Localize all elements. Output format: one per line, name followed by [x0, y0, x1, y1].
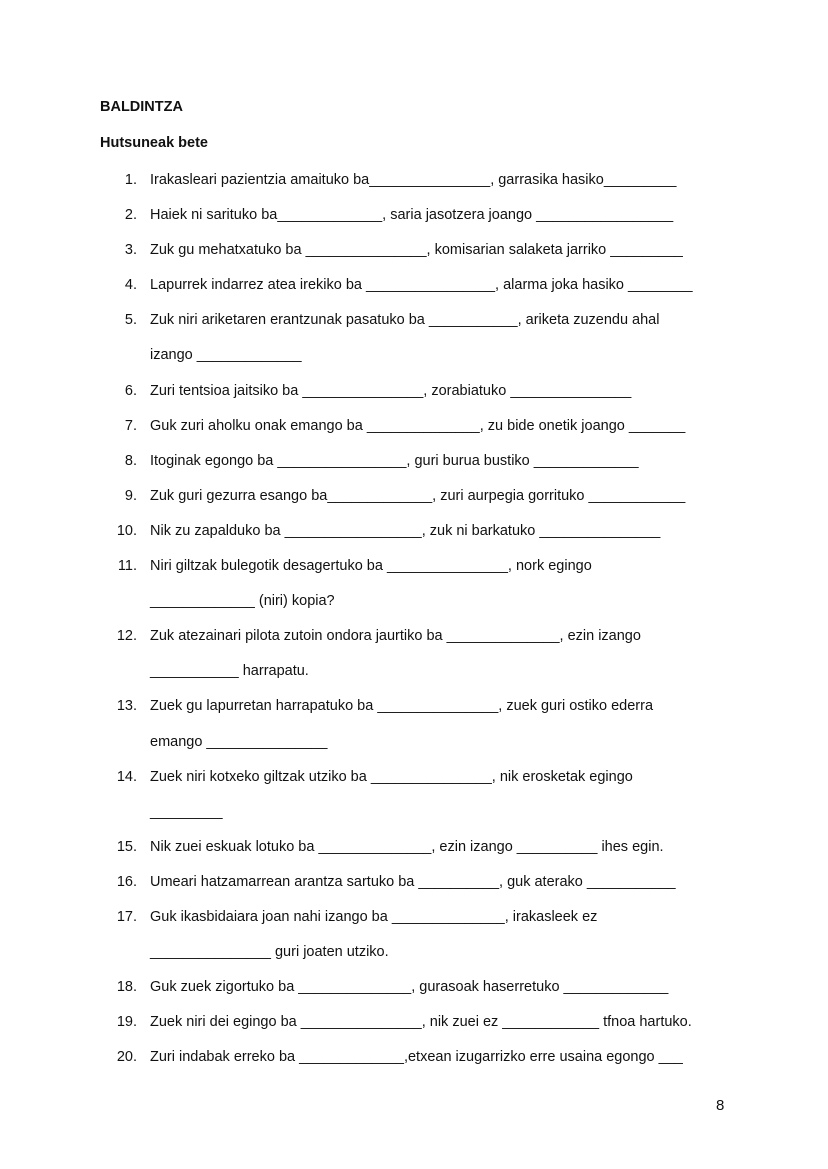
item-number: 12.: [116, 628, 137, 645]
item-text: Guk zuek zigortuko ba ______________, gurasoak haserretuko _____________: [150, 979, 669, 996]
item-text: emango _______________: [150, 733, 328, 750]
exercise-line: [0, 837, 828, 872]
item-text: Haiek ni sarituko ba_____________, saria jasotzera joango _________________: [150, 207, 674, 224]
item-number: 15.: [116, 838, 137, 855]
exercise-line: [0, 486, 828, 521]
exercise-line: [0, 205, 828, 240]
item-text: Umeari hatzamarrean arantza sartuko ba __________, guk aterako ___________: [150, 873, 676, 890]
item-text: Zuri indabak erreko ba _____________,etxean izugarrizko erre usaina egongo ___: [150, 1049, 683, 1066]
exercise-line: [0, 416, 828, 451]
exercise-instructions: Hutsuneak bete: [100, 135, 208, 151]
item-number: 9.: [124, 487, 137, 504]
item-number: 13.: [116, 698, 137, 715]
exercise-list: [0, 170, 828, 1082]
item-text: Guk zuri aholku onak emango ba ______________, zu bide onetik joango _______: [150, 417, 686, 434]
item-text: _________: [150, 803, 223, 820]
item-text: Nik zuei eskuak lotuko ba ______________, ezin izango __________ ihes egin.: [150, 838, 664, 855]
item-text: _______________ guri joaten utziko.: [150, 944, 389, 961]
item-number: 19.: [116, 1014, 137, 1031]
item-number: 1.: [124, 172, 137, 188]
exercise-line: [0, 907, 828, 942]
item-number: 5.: [124, 312, 137, 329]
exercise-line: [0, 696, 828, 731]
item-text: Niri giltzak bulegotik desagertuko ba _______________, nork egingo: [150, 558, 592, 575]
page-title: BALDINTZA: [100, 99, 183, 115]
item-text: Zuk gu mehatxatuko ba _______________, komisarian salaketa jarriko _________: [150, 242, 683, 259]
item-text: Zuek niri kotxeko giltzak utziko ba _______________, nik erosketak egingo: [150, 768, 633, 785]
item-number: 7.: [124, 417, 137, 434]
item-number: 8.: [124, 452, 137, 469]
item-text: _____________ (niri) kopia?: [150, 593, 335, 610]
exercise-line-continuation: [0, 942, 828, 977]
item-text: Zuek gu lapurretan harrapatuko ba _______________, zuek guri ostiko ederra: [150, 698, 654, 715]
exercise-line: [0, 240, 828, 275]
exercise-line-continuation: [0, 661, 828, 696]
exercise-line-continuation: [0, 591, 828, 626]
item-text: Zuek niri dei egingo ba _______________, nik zuei ez ____________ tfnoa hartuko.: [150, 1014, 692, 1031]
item-number: 17.: [116, 908, 137, 925]
item-number: 10.: [116, 522, 137, 539]
item-number: 14.: [116, 768, 137, 785]
page-number: 8: [716, 1097, 725, 1114]
item-text: Zuk atezainari pilota zutoin ondora jaurtiko ba ______________, ezin izango: [150, 628, 641, 645]
item-text: izango _____________: [150, 347, 302, 364]
item-text: Nik zu zapalduko ba _________________, zuk ni barkatuko _______________: [150, 522, 661, 539]
item-number: 11.: [117, 558, 137, 575]
exercise-line: [0, 767, 828, 802]
exercise-line-continuation: [0, 802, 828, 837]
item-text: Guk ikasbidaiara joan nahi izango ba ______________, irakasleek ez: [150, 908, 598, 925]
item-number: 18.: [116, 979, 137, 996]
exercise-line: [0, 556, 828, 591]
exercise-line: [0, 977, 828, 1012]
exercise-line: [0, 310, 828, 345]
exercise-line: [0, 1047, 828, 1082]
exercise-line: [0, 170, 828, 205]
item-text: Zuk niri ariketaren erantzunak pasatuko ba ___________, ariketa zuzendu ahal: [150, 312, 660, 329]
exercise-line-continuation: [0, 345, 828, 380]
item-number: 6.: [124, 382, 137, 399]
item-text: Irakasleari pazientzia amaituko ba_______________, garrasika hasiko_________: [150, 172, 677, 188]
item-text: Zuri tentsioa jaitsiko ba _______________, zorabiatuko _______________: [150, 382, 632, 399]
item-number: 2.: [124, 207, 137, 224]
item-number: 20.: [116, 1049, 137, 1066]
exercise-line: [0, 381, 828, 416]
exercise-line: [0, 521, 828, 556]
item-number: 4.: [124, 277, 137, 294]
exercise-line: [0, 872, 828, 907]
item-text: Itoginak egongo ba ________________, guri burua bustiko _____________: [150, 452, 639, 469]
exercise-line-continuation: [0, 732, 828, 767]
exercise-line: [0, 626, 828, 661]
item-text: Zuk guri gezurra esango ba_____________, zuri aurpegia gorrituko ____________: [150, 487, 686, 504]
item-text: ___________ harrapatu.: [150, 663, 309, 680]
exercise-line: [0, 1012, 828, 1047]
exercise-line: [0, 451, 828, 486]
item-number: 3.: [124, 242, 137, 259]
item-text: Lapurrek indarrez atea irekiko ba ________________, alarma joka hasiko ________: [150, 277, 693, 294]
item-number: 16.: [116, 873, 137, 890]
exercise-line: [0, 275, 828, 310]
